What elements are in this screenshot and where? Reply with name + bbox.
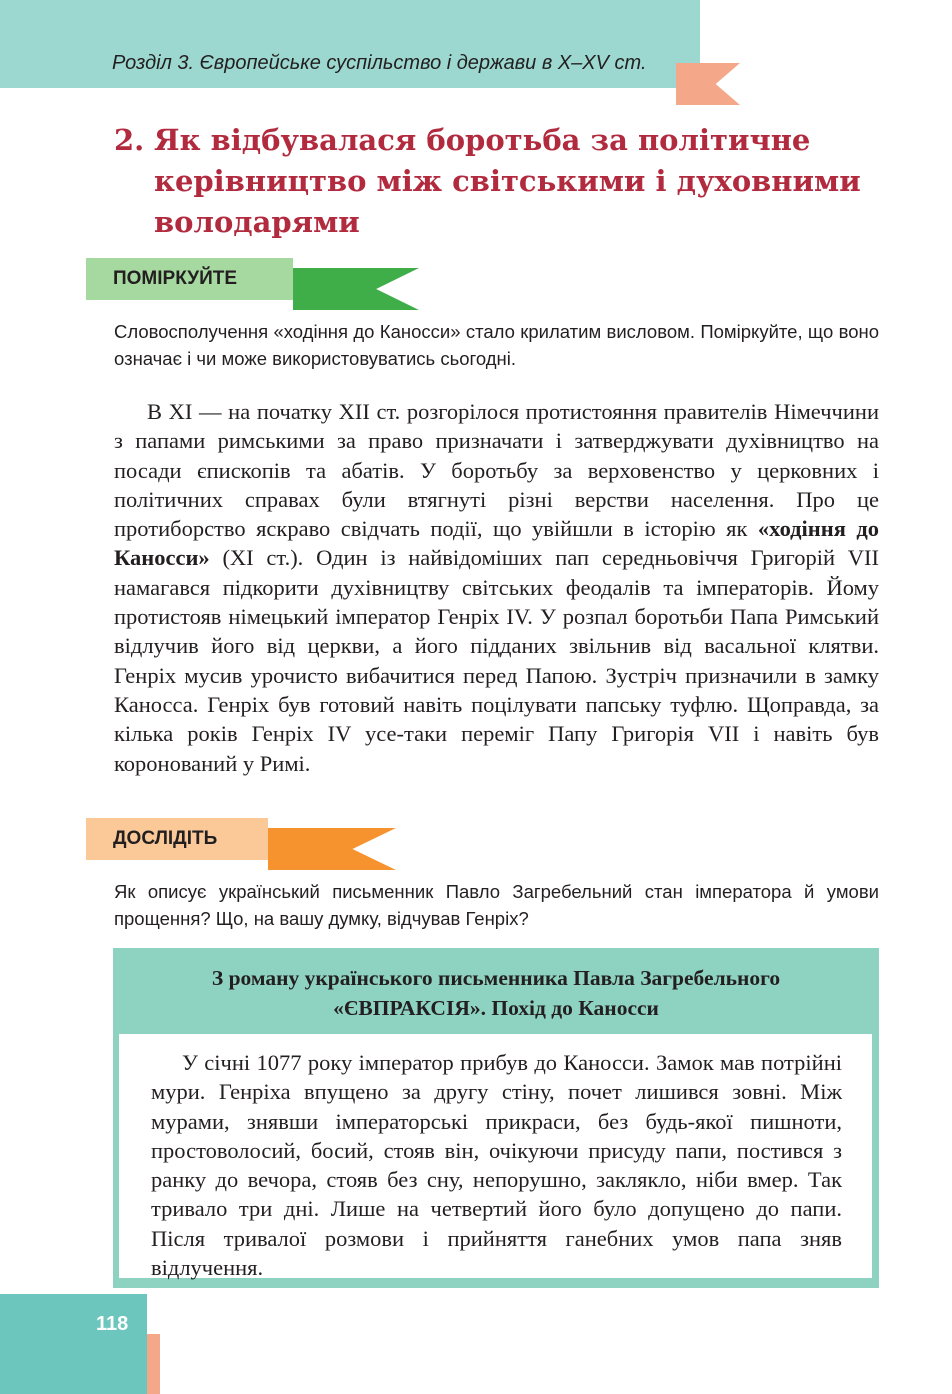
research-flag-decoration bbox=[268, 828, 396, 870]
source-title bbox=[113, 963, 879, 1023]
source-title-line2: «ЄВПРАКСІЯ». Похід до Каносси bbox=[333, 996, 659, 1020]
main-paragraph bbox=[114, 397, 879, 778]
page-number: 118 bbox=[96, 1313, 129, 1335]
page-number-tab bbox=[0, 1294, 147, 1394]
chapter-title: Розділ 3. Європейське суспільство і держави в X–XV ст. bbox=[112, 52, 647, 74]
source-title-line1: З роману українського письменника Павла Загребельного bbox=[211, 966, 781, 990]
source-text-panel bbox=[119, 1034, 872, 1281]
research-question: Як описує український письменник Павло Загребельний стан імператора й умови прощення? Що, на вашу думку, відчував Генріх? bbox=[114, 881, 879, 929]
research-label: ДОСЛІДІТЬ bbox=[86, 818, 268, 860]
think-label: ПОМІРКУЙТЕ bbox=[86, 258, 293, 300]
key-term-canossa: «ходіння до Каносси» bbox=[114, 516, 879, 571]
think-question: Словосполучення «ходіння до Каносси» стало крилатим висловом. Поміркуйте, що воно означає і чи може використовуватись сьогодні. bbox=[114, 321, 879, 369]
source-excerpt-text: У січні 1077 року імператор прибув до Каносси. Замок мав потрійні мури. Генріха впущено за другу стіну, почет лишився зовні. Між мурами, знявши імператорські прикраси, без будь-якої пишноти, простоволосий, босий, стояв він, очікуючи присуду папи, постився з ранку до вечора, стояв без сну, непорушно, заклякло, ніби вмер. Так тривало три дні. Лише на четвертий його було допущено до папи. Після тривалої розмови і прийняття ганебних умов папа зняв відлучення. bbox=[151, 1050, 842, 1281]
main-text-part1: В XI — на початку XII ст. розгорілося протистояння правителів Німеччини з папами римськими за право призначати і затверджувати духівництво на посади єпископів та абатів. У боротьбу за верховенство у церковних і політичних справах були втягнуті різні верстви населення. Про це протиборство яскраво свідчать події, що увійшли в історію як bbox=[114, 399, 879, 542]
section-title-text: Як відбувалася боротьба за політичне керівництво між світськими і духовними володарями bbox=[154, 123, 861, 239]
main-text-part2: (XI ст.). Один із найвідоміших пап середньовіччя Григорій VII намагався підкорити духівництву світських феодалів та імператорів. Йому протистояв німецький імператор Генріх IV. У розпал боротьби Папа Римський відлучив його від церкви, а його підданих звільнив від васальної клятви. Генріх мусив урочисто вибачитися перед Папою. Зустріч призначили в замку Каносса. Генріх був готовий навіть поцілувати папську туфлю. Щоправда, за кілька років Генріх IV усе-таки переміг Папу Григорія VII і навіть був коронований у Римі. bbox=[114, 545, 879, 776]
source-excerpt-box bbox=[113, 948, 879, 1288]
section-number: 2. bbox=[114, 123, 145, 157]
section-heading bbox=[114, 120, 874, 243]
page-tab-decoration bbox=[147, 1334, 160, 1394]
think-flag-decoration bbox=[293, 268, 419, 310]
header-ribbon-decoration bbox=[676, 63, 740, 105]
